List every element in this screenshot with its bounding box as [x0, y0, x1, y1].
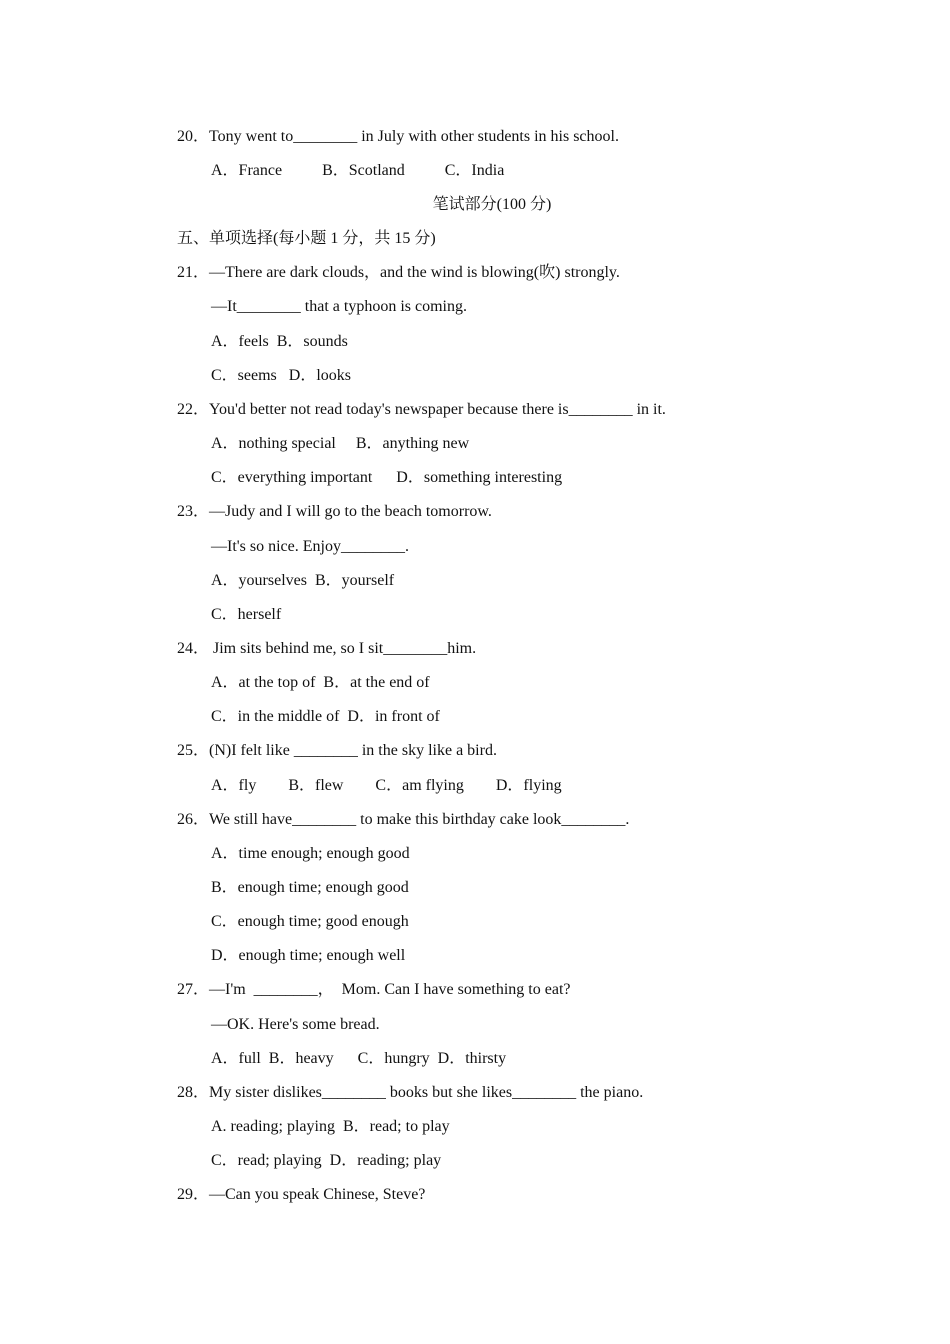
question-22-options-ab: A．nothing special B．anything new [211, 435, 470, 452]
question-22-options-cd: C．everything important D．something interesting [211, 469, 563, 486]
question-21-response: —It________ that a typhoon is coming. [211, 298, 467, 315]
question-21: 21．—There are dark clouds，and the wind is blowing(吹) strongly. [177, 264, 620, 281]
question-26-option-d: D．enough time; enough well [211, 947, 406, 964]
question-25: 25．(N)I felt like ________ in the sky like a bird. [177, 742, 497, 759]
question-28-options-ab: A. reading; playing B．read; to play [211, 1118, 450, 1135]
question-23-response: —It's so nice. Enjoy________. [211, 538, 409, 555]
question-26-option-b: B．enough time; enough good [211, 879, 409, 896]
question-20-options: A．France B．Scotland C．India [211, 162, 505, 179]
question-26: 26．We still have________ to make this birthday cake look________. [177, 811, 630, 828]
question-24-options-cd: C．in the middle of D．in front of [211, 708, 440, 725]
question-21-options-cd: C．seems D．looks [211, 367, 352, 384]
question-27-options: A．full B．heavy C．hungry D．thirsty [211, 1050, 507, 1067]
question-21-options-ab: A．feels B．sounds [211, 333, 348, 350]
question-28-options-cd: C．read; playing D．reading; play [211, 1152, 442, 1169]
question-27: 27．—I'm ________， Mom. Can I have something to eat? [177, 981, 571, 998]
question-26-option-a: A．time enough; enough good [211, 845, 410, 862]
section-heading: 五、单项选择(每小题 1 分，共 15 分) [177, 230, 436, 247]
written-part-title: 笔试部分(100 分) [432, 196, 552, 213]
question-27-response: —OK. Here's some bread. [211, 1016, 380, 1033]
question-28: 28．My sister dislikes________ books but she likes________ the piano. [177, 1084, 644, 1101]
question-24: 24． Jim sits behind me, so I sit________him. [177, 640, 477, 657]
question-22: 22．You'd better not read today's newspaper because there is________ in it. [177, 401, 666, 418]
question-26-option-c: C．enough time; good enough [211, 913, 409, 930]
question-23-option-c: C．herself [211, 606, 282, 623]
question-23: 23．—Judy and I will go to the beach tomorrow. [177, 503, 492, 520]
question-20: 20．Tony went to________ in July with other students in his school. [177, 128, 619, 145]
question-29: 29．—Can you speak Chinese, Steve? [177, 1186, 426, 1203]
question-24-options-ab: A．at the top of B．at the end of [211, 674, 430, 691]
question-25-options: A．fly B．flew C．am flying D．flying [211, 777, 562, 794]
question-23-options-ab: A．yourselves B．yourself [211, 572, 395, 589]
